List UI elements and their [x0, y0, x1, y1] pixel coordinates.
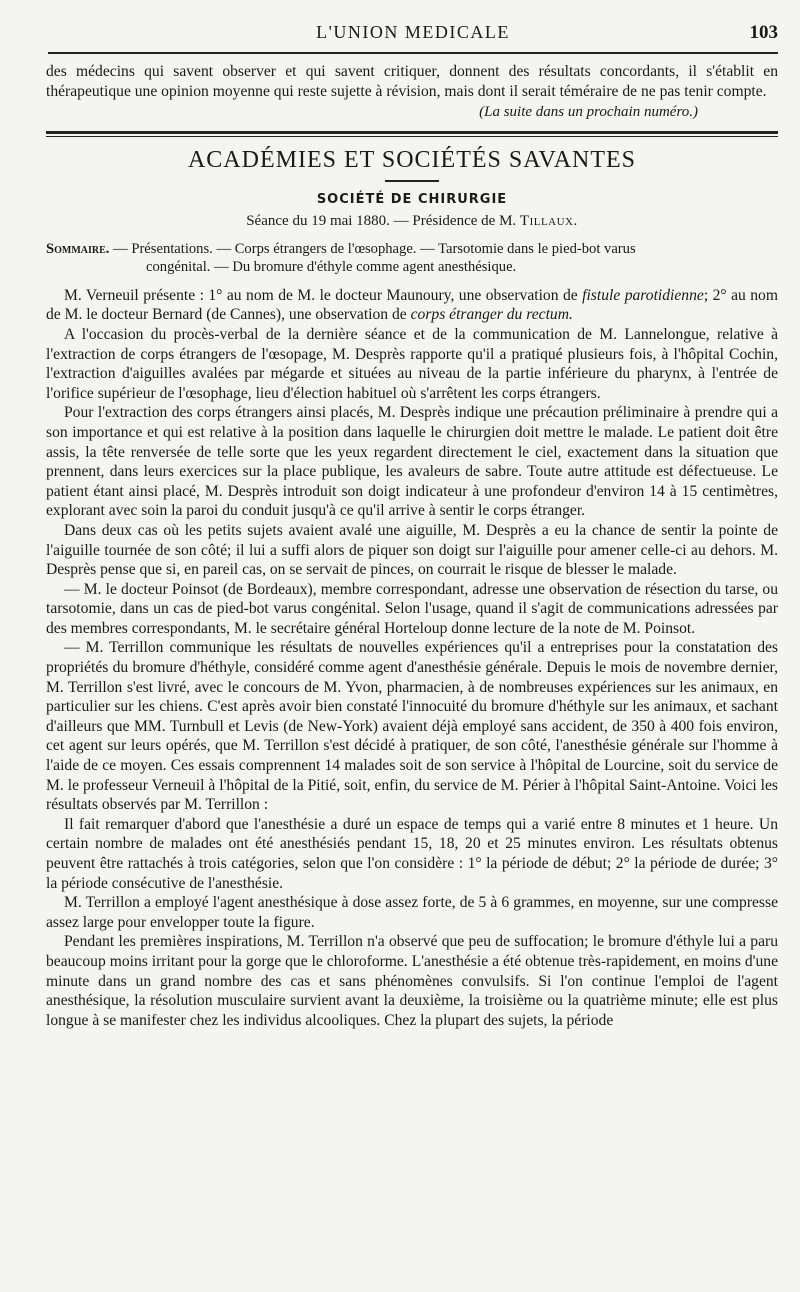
section-divider — [46, 131, 778, 137]
running-head — [48, 22, 778, 54]
running-title: L'UNION MEDICALE — [316, 22, 510, 42]
society-heading: SOCIÉTÉ DE CHIRURGIE — [316, 191, 508, 207]
sommaire — [46, 240, 778, 276]
paragraph-1 — [46, 286, 778, 325]
paragraph-3: Pour l'extraction des corps étrangers ainsi placés, M. Desprès indique une précaution préliminaire à prendre qui a son importance et qui est relative à la position dans laquelle le chirurgien doit mettre le malade. Le patient doit être assis, la tête renversée de telle sorte que les yeux regardent directement le ciel, exactement dans la situation que prennent, dans leurs exercices sur la place publique, les avaleurs de sabre. Toute autre attitude est défectueuse. Le patient étant ainsi placé, M. Desprès introduit son doigt indicateur à une profondeur d'environ 14 à 15 centimètres, explorant avec soin la paroi du conduit jusqu'à ce qu'il arrive à sentir le corps étranger. — [46, 404, 778, 520]
paragraph-8: M. Terrillon a employé l'agent anesthésique à dose assez forte, de 5 à 6 grammes, en moyenne, sur une compresse assez large pour envelopper toute la figure. — [46, 894, 778, 931]
article-body — [46, 286, 778, 1031]
paragraph-2: A l'occasion du procès-verbal de la dernière séance et de la communication de M. Lannelongue, relative à l'extraction de corps étrangers de l'œsopage, M. Desprès rapporte qu'il a pratiqué plusieurs fois, à l'hôpital Cochin, l'extraction d'aiguilles avalées par mégarde et situées au niveau de la partie inférieure du pharynx, à l'entrée de l'orifice supérieur de l'œsophage, lieu d'élection habituel où s'arrêtent les corps étrangers. — [46, 325, 778, 402]
paragraph-6: — M. Terrillon communique les résultats de nouvelles expériences qu'il a entreprises pour la constatation des propriétés du bromure d'héthyle, considéré comme agent d'anesthésie générale. Depuis le mois de novembre dernier, M. Terrillon s'est livré, avec le concours de M. Yvon, pharmacien, à de nombreuses expériences sur les animaux, en particulier sur les chiens. C'est après avoir bien constaté l'innocuité du bromure d'héthyle sur les animaux, et sachant d'ailleurs que MM. Turnbull et Levis (de New-York) avaient déjà employé sans accident, de 350 à 400 fois environ, cet agent sur leurs opérés, que M. Terrillon s'est décidé à pratiquer, de son côté, l'anesthésie générale sur l'homme à l'aide de ce moyen. Ces essais comprennent 14 malades soit de son service à l'hôpital de Lourcine, soit du service de M. le professeur Verneuil à l'hôpital de la Pitié, soit, enfin, du service de M. Périer à l'hôpital Saint-Antoine. Voici les résultats observés par M. Terrillon : — [46, 639, 778, 814]
continuation-paragraph: des médecins qui savent observer et qui savent critiquer, donnent des résultats concordants, il s'établit en thérapeutique une opinion moyenne qui reste sujette à révision, mais dont il serait téméraire de ne pas tenir compte. — [46, 63, 778, 100]
p1-part-a: M. Verneuil présente : 1° au nom de M. le docteur Maunoury, une observation de — [64, 286, 578, 304]
paragraph-5: — M. le docteur Poinsot (de Bordeaux), membre correspondant, adresse une observation de résection du tarse, ou tarsotomie, dans un cas de pied-bot varus congénital. Selon l'usage, quand il s'agit de communications adressées par des membres correspondants, M. le secrétaire général Horteloup donne lecture de la note de M. Poinsot. — [46, 580, 778, 637]
sommaire-text-1: — Présentations. — Corps étrangers de l'œsophage. — Tarsotomie dans le pied-bot varus — [113, 240, 636, 257]
sommaire-line-1 — [46, 240, 778, 258]
page-number: 103 — [749, 22, 778, 43]
p1-emphasis-1: fistule parotidienne — [582, 286, 704, 304]
sommaire-line-2: congénital. — Du bromure d'éthyle comme agent anesthésique. — [146, 258, 517, 275]
p1-part-b: ; 2° au nom de M. le docteur Bernard (de Cannes), une observation de — [46, 286, 778, 324]
paragraph-7: Il fait remarquer d'abord que l'anesthésie a duré un espace de temps qui a varié entre 8 minutes et 1 heure. Un certain nombre de malades ont été anesthésiés pendant 15, 18, 20 et 25 minutes environ. Les résultats obtenus peuvent être rattachés à trois catégories, selon que l'on considère : 1° la période de début; 2° la période de durée; 3° la période consécutive de l'anesthésie. — [46, 815, 778, 892]
paragraph-4: Dans deux cas où les petits sujets avaient avalé une aiguille, M. Desprès a eu la chance de sentir la pointe de l'aiguille tournée de son côté; il lui a suffi alors de piquer son doigt sur l'aiguille pour amener celle-ci au dehors. M. Desprès pense que si, en pareil cas, on se servait de pinces, on courrait le risque de blesser le malade. — [46, 521, 778, 579]
sommaire-label: Sommaire. — [46, 240, 110, 257]
p1-emphasis-2: corps étranger du rectum. — [410, 306, 573, 324]
section-title: ACADÉMIES ET SOCIÉTÉS SAVANTES — [187, 146, 637, 173]
seance-line — [46, 213, 778, 230]
title-rule — [385, 180, 439, 182]
seance-text: Séance du 19 mai 1880. — Présidence de M. — [246, 212, 517, 229]
president-name: Tillaux. — [519, 212, 578, 229]
suite-note: (La suite dans un prochain numéro.) — [479, 104, 698, 121]
paragraph-9: Pendant les premières inspirations, M. Terrillon n'a observé que peu de suffocation; le bromure d'éthyle lui a paru beaucoup moins irritant pour la gorge que le chloroforme. L'anesthésie a été obtenue très-rapidement, en moins d'une minute dans un grand nombre des cas et sans phénomènes convulsifs. Si l'on continue l'emploi de l'agent anesthésique, la résolution musculaire survient avant la deuxième, la troisième ou la quatrième minute; elle est plus longue à se manifester chez les individus alcooliques. Chez la plupart des sujets, la période — [46, 933, 778, 1029]
continuation-block — [46, 62, 778, 123]
